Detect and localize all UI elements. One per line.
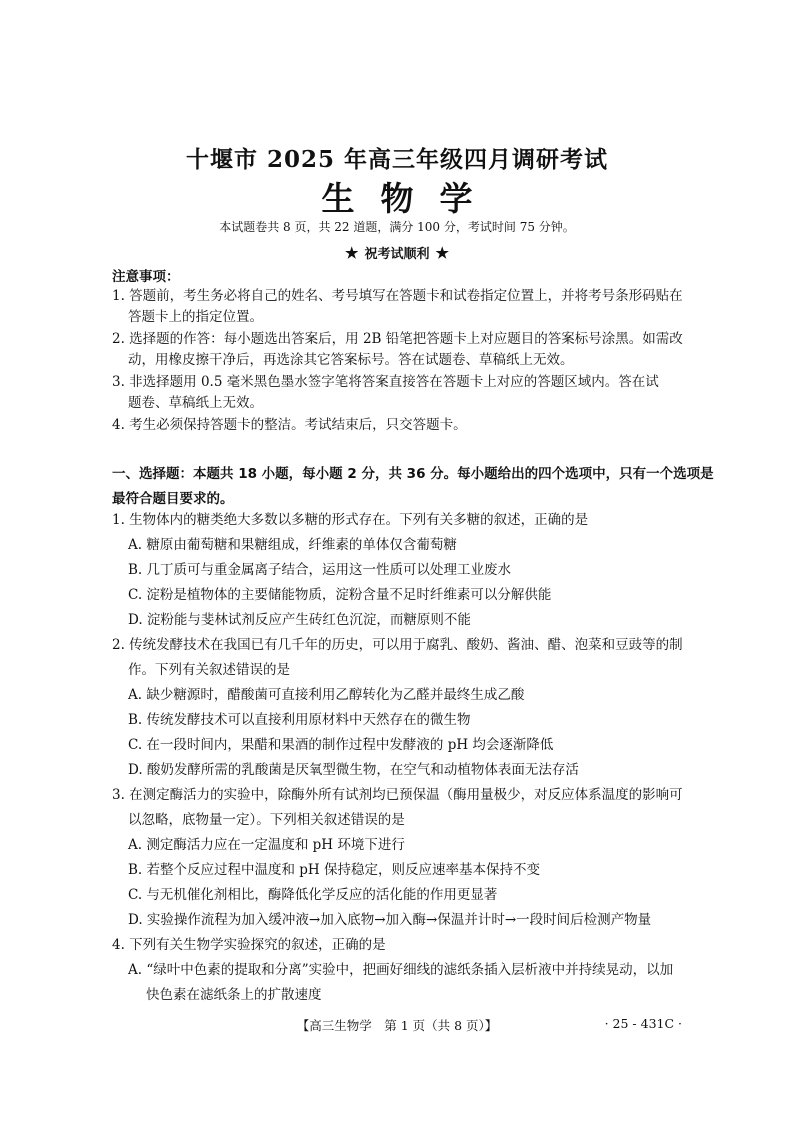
good-luck-text: 祝考试顺利: [364, 247, 430, 262]
exam-title: 十堰市 2025 年高三年级四月调研考试: [185, 146, 609, 173]
question-option: D. 淀粉能与斐林试剂反应产生砖红色沉淀，而糖原则不能: [128, 612, 471, 628]
question-option: D. 酸奶发酵所需的乳酸菌是厌氧型微生物，在空气和动植物体表面无法存活: [128, 762, 579, 778]
page-footer: 【高三生物学 第 1 页（共 8 页）】: [296, 1018, 498, 1033]
question-option-cont: 快色素在滤纸条上的扩散速度: [146, 987, 322, 1003]
question-option: A. “绿叶中色素的提取和分离”实验中，把画好细线的滤纸条插入层析液中并持续晃动，以加: [128, 962, 674, 978]
question-option: B. 传统发酵技术可以直接利用原材料中天然存在的微生物: [128, 712, 471, 728]
section-heading: 一、选择题：本题共 18 小题，每小题 2 分，共 36 分。每小题给出的四个选项中，只有一个选项是: [112, 466, 714, 482]
note-line: 答题卡上的指定位置。: [128, 309, 263, 325]
exam-code: · 25 - 431C ·: [604, 1016, 682, 1031]
question-option: C. 淀粉是植物体的主要储能物质，淀粉含量不足时纤维素可以分解供能: [128, 587, 552, 603]
question-option: A. 测定酶活力应在一定温度和 pH 环境下进行: [128, 837, 405, 853]
notes-heading: 注意事项：: [112, 269, 180, 285]
note-line: 2. 选择题的作答：每小题选出答案后，用 2B 铅笔把答题卡上对应题目的答案标号涂黑。如需改: [112, 331, 683, 347]
note-line: 1. 答题前，考生务必将自己的姓名、考号填写在答题卡和试卷指定位置上，并将考号条形码贴在: [112, 288, 683, 304]
question-stem: 1. 生物体内的糖类绝大多数以多糖的形式存在。下列有关多糖的叙述，正确的是: [112, 512, 589, 528]
note-line: 4. 考生必须保持答题卡的整洁。考试结束后，只交答题卡。: [112, 417, 467, 433]
question-option: A. 缺少糖源时，醋酸菌可直接利用乙醇转化为乙醛并最终生成乙酸: [128, 687, 525, 703]
note-line: 动，用橡皮擦干净后，再选涂其它答案标号。答在试题卷、草稿纸上无效。: [128, 352, 574, 368]
question-stem: 3. 在测定酶活力的实验中，除酶外所有试剂均已预保温（酶用量极少，对反应体系温度的影响可: [112, 787, 683, 803]
note-line: 题卷、草稿纸上无效。: [128, 395, 263, 411]
question-option: D. 实验操作流程为加入缓冲液→加入底物→加入酶→保温并计时→一段时间后检测产物量: [128, 912, 652, 928]
note-line: 3. 非选择题用 0.5 毫米黑色墨水签字笔将答案直接答在答题卡上对应的答题区域内。答在试: [112, 374, 659, 390]
question-stem: 4. 下列有关生物学实验探究的叙述，正确的是: [112, 937, 386, 953]
question-option: B. 几丁质可与重金属离子结合，运用这一性质可以处理工业废水: [128, 562, 512, 578]
subject-title: 生物学: [321, 179, 499, 218]
question-stem: 2. 传统发酵技术在我国已有几千年的历史，可以用于腐乳、酸奶、酱油、醋、泡菜和豆豉等的制: [112, 637, 683, 653]
question-option: B. 若整个反应过程中温度和 pH 保持稳定，则反应速率基本保持不变: [128, 862, 540, 878]
question-stem-cont: 作。下列有关叙述错误的是: [128, 662, 290, 678]
section-heading-cont: 最符合题目要求的。: [112, 491, 234, 507]
good-luck-banner: [0, 243, 794, 262]
question-option: C. 与无机催化剂相比，酶降低化学反应的活化能的作用更显著: [128, 887, 498, 903]
star-icon: ★: [345, 244, 359, 262]
question-stem-cont: 以忽略，底物量一定）。下列相关叙述错误的是: [128, 812, 405, 828]
question-option: A. 糖原由葡萄糖和果糖组成，纤维素的单体仅含葡萄糖: [128, 537, 457, 553]
exam-info: 本试题卷共 8 页，共 22 道题，满分 100 分，考试时间 75 分钟。: [219, 220, 575, 234]
question-option: C. 在一段时间内，果醋和果酒的制作过程中发酵液的 pH 均会逐渐降低: [128, 737, 554, 753]
star-icon: ★: [435, 244, 449, 262]
